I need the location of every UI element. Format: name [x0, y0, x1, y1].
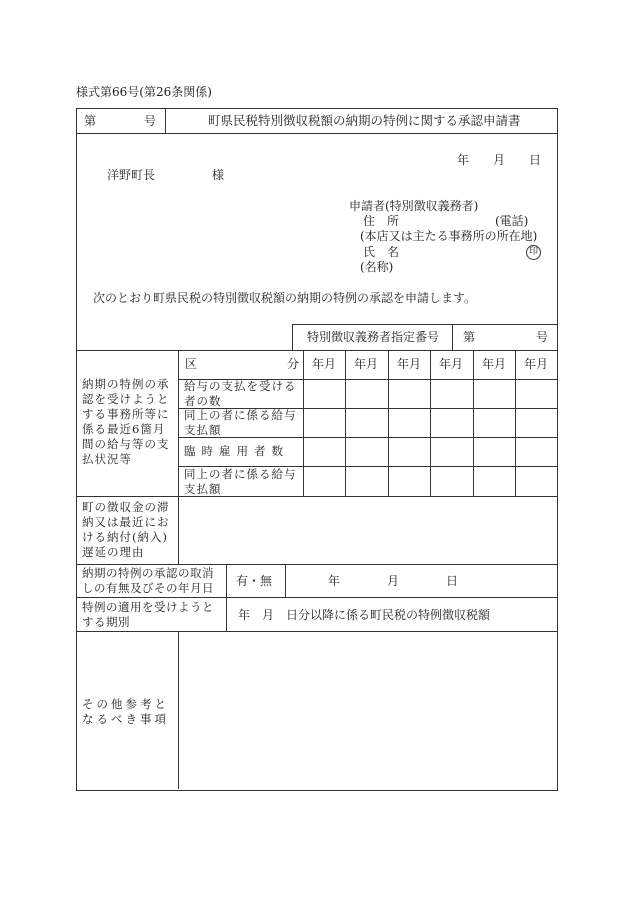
- request-text: 次のとおり町県民税の特別徴収税額の納期の特例の承認を申請します。: [93, 291, 477, 305]
- divider: [292, 324, 557, 325]
- delinquency-label: 町の徴収金の滞納又は最近における納付(納入)遅延の理由: [82, 500, 170, 559]
- addressee-honorific: 様: [212, 168, 225, 182]
- designation-label: 特別徴収義務者指定番号: [307, 330, 440, 344]
- remarks-label: その他参考となるべき事項: [82, 697, 169, 726]
- month-header: 年月: [397, 357, 422, 371]
- name-label: 氏 名: [363, 245, 400, 259]
- phone-label: (電話): [495, 214, 529, 228]
- addressee-name: 洋野町長: [107, 168, 156, 182]
- divider: [452, 324, 453, 350]
- row-label-temp-payments: 同上の者に係る給与支払額: [184, 467, 297, 496]
- period-text: 日分以降に係る町民税の特例徴収税額: [286, 608, 491, 622]
- divider: [285, 564, 286, 597]
- revocation-label: 納期の特例の承認の取消しの有無及びその年月日: [82, 566, 214, 595]
- divider: [77, 496, 557, 497]
- date-month: 月: [493, 153, 506, 167]
- revocation-month: 月: [387, 574, 400, 588]
- kubun-suffix: 分: [287, 357, 300, 371]
- address-label: 住 所: [363, 214, 400, 228]
- kubun-label: 区: [185, 357, 198, 371]
- date-day: 日: [529, 153, 542, 167]
- divider: [226, 564, 227, 597]
- month-header: 年月: [312, 357, 337, 371]
- month-header: 年月: [524, 357, 549, 371]
- row-label-payments: 同上の者に係る給与支払額: [184, 408, 297, 437]
- divider: [292, 324, 293, 350]
- divider: [515, 350, 516, 496]
- designation-prefix: 第: [463, 330, 476, 344]
- divider: [165, 109, 166, 133]
- row-label-temp-employees: 臨時雇用者数: [184, 444, 289, 458]
- divider: [430, 350, 431, 496]
- revocation-yes-no: 有・無: [236, 574, 273, 588]
- date-year: 年: [457, 153, 470, 167]
- divider: [303, 350, 304, 496]
- address-note: (本店又は主たる事務所の所在地): [360, 229, 538, 243]
- divider: [388, 350, 389, 496]
- number-suffix: 号: [144, 114, 157, 128]
- payment-status-label: 納期の特例の承認を受けようとする事務所等に係る最近6箇月間の給与等の支払状況等: [82, 377, 170, 466]
- number-label: 第: [84, 114, 97, 128]
- divider: [473, 350, 474, 496]
- period-label: 特例の適用を受けようとする期別: [82, 600, 214, 629]
- divider: [226, 597, 227, 631]
- period-year: 年: [238, 608, 251, 622]
- period-month: 月: [262, 608, 275, 622]
- divider: [178, 631, 179, 789]
- row-label-employees: 給与の支払を受ける者の数: [184, 379, 297, 408]
- form-title: 町県民税特別徴収税額の納期の特例に関する承認申請書: [208, 113, 521, 128]
- divider: [77, 631, 557, 632]
- form-reference: 様式第66号(第26条関係): [76, 85, 212, 99]
- designation-suffix: 号: [536, 330, 549, 344]
- revocation-year: 年: [328, 574, 341, 588]
- divider: [77, 350, 557, 351]
- seal-icon: 印: [526, 245, 541, 260]
- month-header: 年月: [354, 357, 379, 371]
- divider: [345, 350, 346, 496]
- divider: [77, 133, 557, 134]
- revocation-day: 日: [446, 574, 459, 588]
- name-note: (名称): [360, 260, 394, 274]
- divider: [77, 597, 557, 598]
- applicant-heading: 申請者(特別徴収義務者): [349, 199, 479, 213]
- month-header: 年月: [439, 357, 464, 371]
- divider: [178, 350, 179, 564]
- divider: [77, 564, 557, 565]
- month-header: 年月: [482, 357, 507, 371]
